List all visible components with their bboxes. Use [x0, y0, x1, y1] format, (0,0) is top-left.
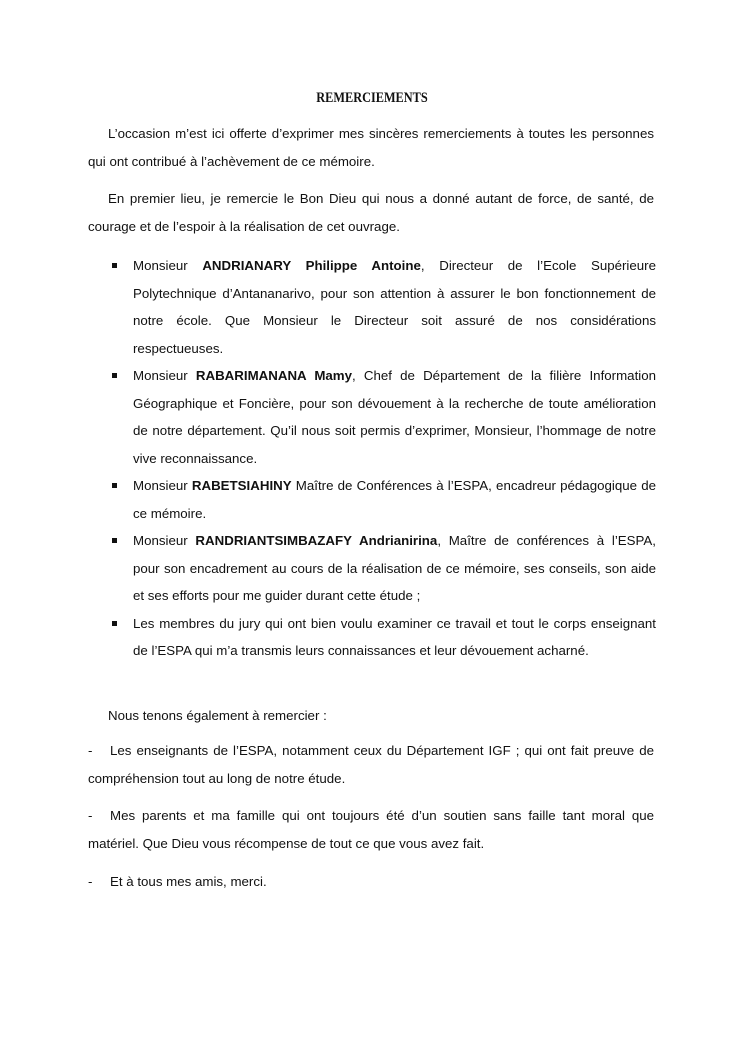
- list-item: - Mes parents et ma famille qui ont toujours été d’un soutien sans faille tant moral que matériel. Que Dieu vous récompense de tout ce que vous avez fait.: [88, 808, 654, 851]
- page-title: REMERCIEMENTS: [316, 90, 428, 106]
- list-item: - Et à tous mes amis, merci.: [88, 874, 267, 889]
- square-bullet-icon: [112, 538, 117, 543]
- square-bullet-icon: [112, 373, 117, 378]
- list-item: - Les enseignants de l’ESPA, notamment ceux du Département IGF ; qui ont fait preuve de compréhension tout au long de notre étude.: [88, 743, 654, 786]
- square-bullet-icon: [112, 621, 117, 626]
- square-bullet-icon: [112, 263, 117, 268]
- intro-paragraph: L’occasion m’est ici offerte d’exprimer mes sincères remerciements à toutes les personnes qui ont contribué à l’achèvement de ce mémoire.: [88, 126, 654, 169]
- list-item: Monsieur RANDRIANTSIMBAZAFY Andrianirina, Maître de conférences à l’ESPA, pour son encadrement au cours de la réalisation de ce mémoire, ses conseils, son aide et ses efforts pour me guider durant cette étude ;: [110, 527, 656, 610]
- also-paragraph: Nous tenons également à remercier :: [108, 708, 327, 723]
- thanks-list: [110, 252, 656, 665]
- square-bullet-icon: [112, 483, 117, 488]
- list-item: Monsieur RABETSIAHINY Maître de Conférences à l’ESPA, encadreur pédagogique de ce mémoire.: [110, 472, 656, 527]
- first-paragraph: En premier lieu, je remercie le Bon Dieu qui nous a donné autant de force, de santé, de courage et de l’espoir à la réalisation de cet ouvrage.: [88, 191, 654, 234]
- list-item: Les membres du jury qui ont bien voulu examiner ce travail et tout le corps enseignant de l’ESPA qui m’a transmis leurs connaissances et leur dévouement acharné.: [110, 610, 656, 665]
- list-item: Monsieur RABARIMANANA Mamy, Chef de Département de la filière Information Géographique et Foncière, pour son dévouement à la recherche de toute amélioration de notre département. Qu’il nous soit permis d’exprimer, Monsieur, l’hommage de notre vive reconnaissance.: [110, 362, 656, 472]
- list-item: Monsieur ANDRIANARY Philippe Antoine, Directeur de l’Ecole Supérieure Polytechnique d’Antananarivo, pour son attention à assurer le bon fonctionnement de notre école. Que Monsieur le Directeur soit assuré de nos considérations respectueuses.: [110, 252, 656, 362]
